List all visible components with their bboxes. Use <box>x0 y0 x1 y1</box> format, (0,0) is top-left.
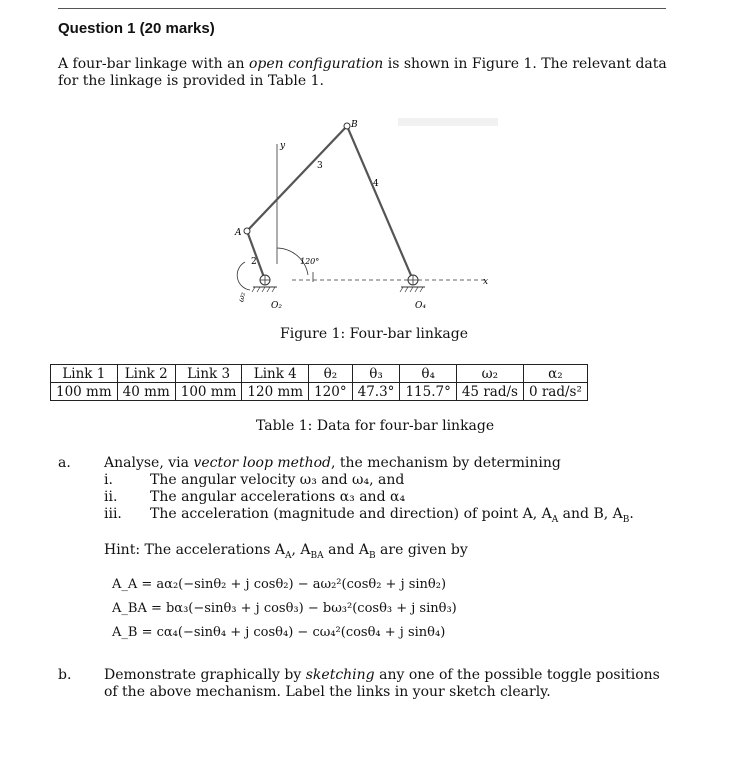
angle-label: 120° <box>300 257 320 266</box>
part-b-label: b. <box>58 667 72 683</box>
table-cell: 120 mm <box>242 383 309 401</box>
ground-pivot-o2 <box>252 275 277 292</box>
table-header-cell: θ₂ <box>309 365 353 383</box>
question-title: Question 1 (20 marks) <box>58 20 215 37</box>
table-cell: 0 rad/s² <box>523 383 587 401</box>
table-caption: Table 1: Data for four-bar linkage <box>256 418 495 434</box>
x-axis-label: x <box>483 277 489 287</box>
ground-pivot-o4 <box>400 275 425 292</box>
table-cell: 45 rad/s <box>456 383 523 401</box>
table-header-cell: θ₃ <box>352 365 400 383</box>
table-header-cell: Link 2 <box>117 365 175 383</box>
hint-text: Hint: The accelerations $A_A$, $A_{BA}$ and $A_B$ are given by <box>104 542 468 561</box>
table-cell: 115.7° <box>400 383 456 401</box>
item-text: The acceleration (magnitude and direction) of point A, $A_A$ and B, $A_B$. <box>150 506 634 525</box>
joint-a <box>244 228 250 234</box>
item-text: The angular velocity ω₃ and ω₄, and <box>150 472 405 488</box>
o2-label: O₂ <box>271 301 282 311</box>
item-number: iii. <box>104 506 122 522</box>
table-header-cell: θ₄ <box>400 365 456 383</box>
item-number: i. <box>104 472 113 488</box>
top-rule <box>58 8 666 9</box>
link-4-label: 4 <box>373 179 379 189</box>
link-2-label: 2 <box>251 257 257 267</box>
four-bar-linkage-figure <box>220 112 510 322</box>
link-3-label: 3 <box>317 161 323 171</box>
part-a-label: a. <box>58 455 71 471</box>
y-axis-label: y <box>280 141 286 151</box>
equation-aa: A_A = aα₂(−sinθ₂ + j cosθ₂) − aω₂²(cosθ₂ + j sinθ₂) <box>112 577 447 592</box>
point-a-label: A <box>235 228 242 238</box>
o4-label: O₄ <box>415 301 426 311</box>
table-header-cell: Link 3 <box>175 365 242 383</box>
table-header-cell: Link 4 <box>242 365 309 383</box>
joint-b <box>344 123 350 129</box>
table-header-row <box>51 365 588 383</box>
table-cell: 100 mm <box>175 383 242 401</box>
table-cell: 120° <box>309 383 353 401</box>
item-number: ii. <box>104 489 118 505</box>
table-header-cell: α₂ <box>523 365 587 383</box>
table-cell: 47.3° <box>352 383 400 401</box>
linkage-data-table <box>50 364 588 401</box>
figure-caption: Figure 1: Four-bar linkage <box>280 326 468 342</box>
question-intro: A four-bar linkage with an open configuration is shown in Figure 1. The relevant data for the linkage is provided in Table 1. <box>58 56 667 89</box>
table-value-row <box>51 383 588 401</box>
omega-label: ω₂ <box>236 291 247 303</box>
table-cell: 40 mm <box>117 383 175 401</box>
table-header-cell: ω₂ <box>456 365 523 383</box>
point-b-label: B <box>351 120 358 130</box>
equation-ab: A_B = cα₄(−sinθ₄ + j cosθ₄) − cω₄²(cosθ₄ + j sinθ₄) <box>112 625 446 640</box>
item-text: The angular accelerations α₃ and α₄ <box>150 489 406 505</box>
part-b-text: Demonstrate graphically by sketching any one of the possible toggle positions of the above mechanism. Label the links in your sketch clearly. <box>104 667 660 700</box>
part-a-lead: Analyse, via vector loop method, the mechanism by determining <box>104 455 561 471</box>
table-cell: 100 mm <box>51 383 118 401</box>
equation-aba: A_BA = bα₃(−sinθ₃ + j cosθ₃) − bω₃²(cosθ₃ + j sinθ₃) <box>112 601 457 616</box>
table-header-cell: Link 1 <box>51 365 118 383</box>
